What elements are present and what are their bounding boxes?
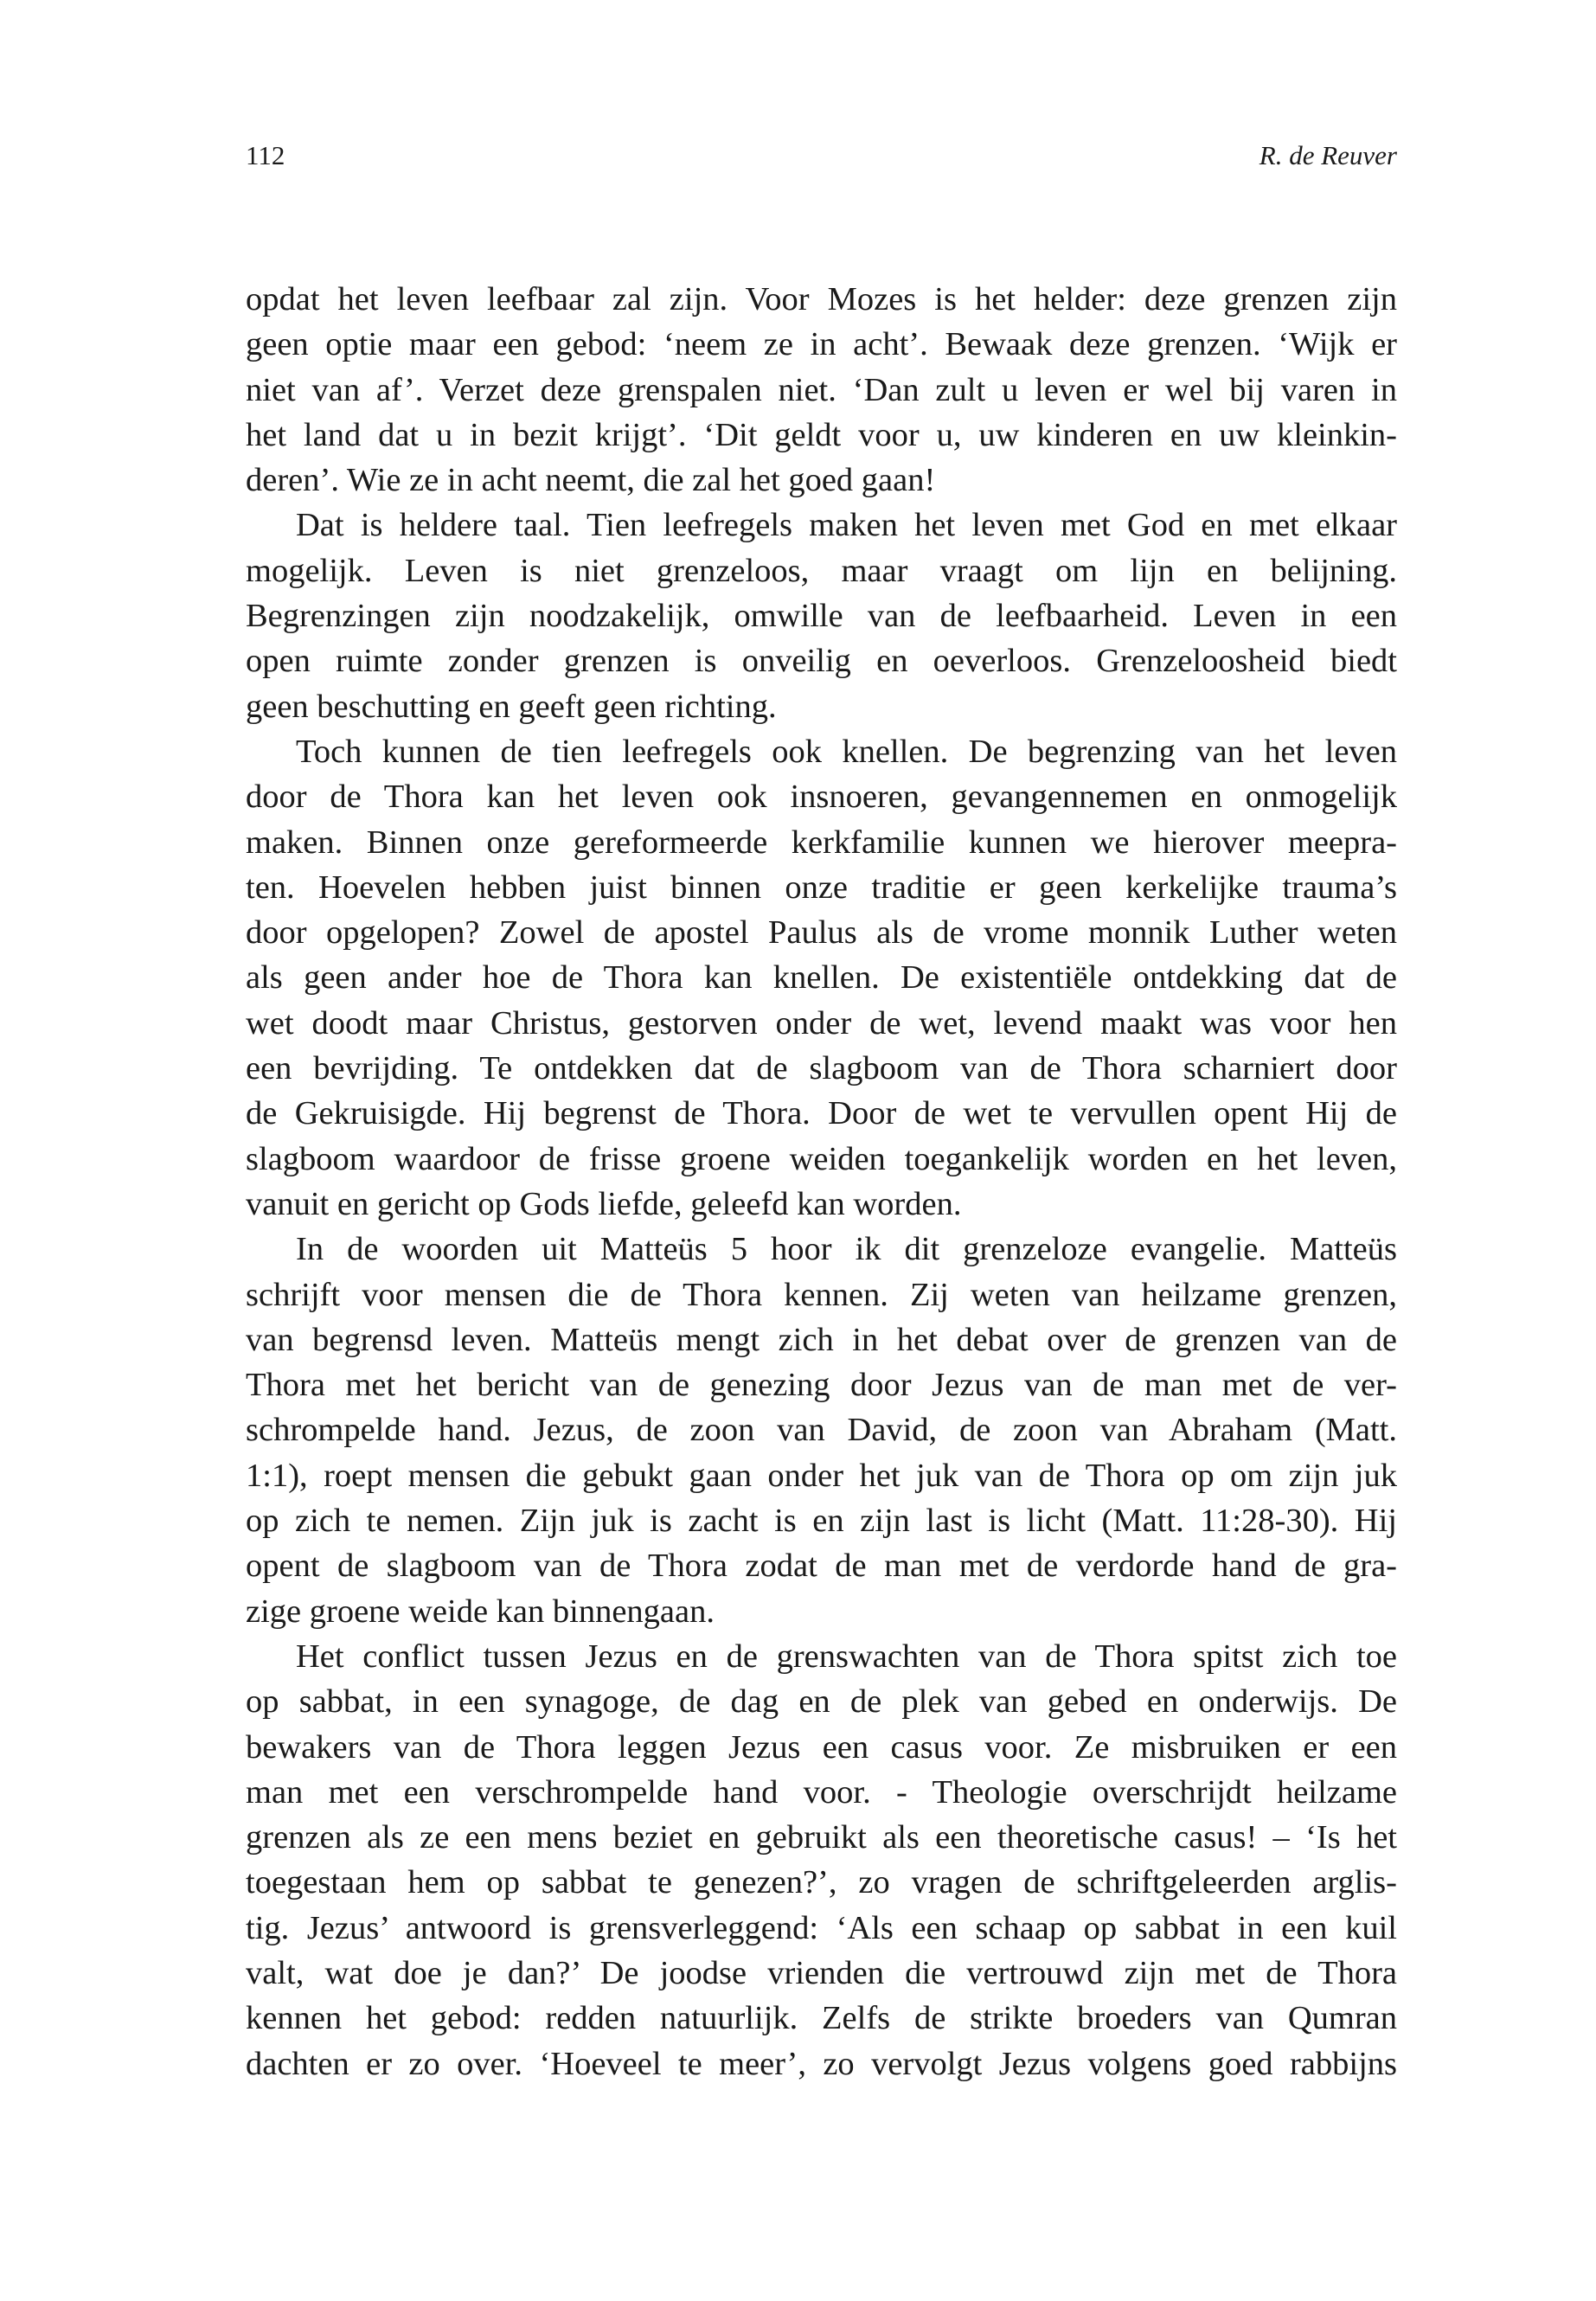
- text-line: In de woorden uit Matteüs 5 hoor ik dit grenzeloze evangelie. Matteüs: [296, 1231, 1397, 1268]
- text-line: open ruimte zonder grenzen is onveilig en oeverloos. Grenzeloosheid biedt: [246, 643, 1397, 680]
- paragraph: [246, 729, 1397, 1227]
- text-line: mogelijk. Leven is niet grenzeloos, maar vraagt om lijn en belijning.: [246, 552, 1397, 589]
- text-line: maken. Binnen onze gereformeerde kerkfamilie kunnen we hierover meepra-: [246, 824, 1397, 861]
- text-line: van begrensd leven. Matteüs mengt zich in het debat over de grenzen van de: [246, 1321, 1397, 1358]
- text-line: Dat is heldere taal. Tien leefregels maken het leven met God en met elkaar: [296, 507, 1397, 544]
- text-line: als geen ander hoe de Thora kan knellen. De existentiële ontdekking dat de: [246, 959, 1397, 997]
- text-line: de Gekruisigde. Hij begrenst de Thora. Door de wet te vervullen opent Hij de: [246, 1095, 1397, 1132]
- text-line: geen beschutting en geeft geen richting.: [246, 688, 777, 725]
- text-line: kennen het gebod: redden natuurlijk. Zelfs de strikte broeders van Qumran: [246, 2000, 1397, 2037]
- text-line: bewakers van de Thora leggen Jezus een casus voor. Ze misbruiken er een: [246, 1728, 1397, 1766]
- text-line: Thora met het bericht van de genezing door Jezus van de man met de ver-: [246, 1367, 1397, 1404]
- text-line: door de Thora kan het leven ook insnoeren, gevangennemen en onmogelijk: [246, 779, 1397, 816]
- text-line: vanuit en gericht op Gods liefde, geleefd kan worden.: [246, 1185, 962, 1222]
- text-line: ten. Hoevelen hebben juist binnen onze traditie er geen kerkelijke trauma’s: [246, 868, 1397, 906]
- text-line: schrijft voor mensen die de Thora kennen. Zij weten van heilzame grenzen,: [246, 1276, 1397, 1313]
- text-line: door opgelopen? Zowel de apostel Paulus als de vrome monnik Luther weten: [246, 914, 1397, 952]
- text-line: zige groene weide kan binnengaan.: [246, 1593, 715, 1630]
- text-line: niet van af’. Verzet deze grenspalen niet. ‘Dan zult u leven er wel bij varen in: [246, 371, 1397, 408]
- text-line: opdat het leven leefbaar zal zijn. Voor Mozes is het helder: deze grenzen zijn: [246, 281, 1397, 317]
- running-head-author: R. de Reuver: [1259, 140, 1397, 170]
- page-number: 112: [246, 140, 285, 170]
- text-line: het land dat u in bezit krijgt’. ‘Dit geldt voor u, uw kinderen en uw kleinkin-: [246, 416, 1397, 453]
- body-text: [246, 277, 1397, 2086]
- text-line: schrompelde hand. Jezus, de zoon van David, de zoon van Abraham (Matt.: [246, 1412, 1397, 1449]
- text-line: een bevrijding. Te ontdekken dat de slagboom van de Thora scharniert door: [246, 1050, 1397, 1087]
- text-line: Begrenzingen zijn noodzakelijk, omwille van de leefbaarheid. Leven in een: [246, 598, 1397, 635]
- text-line: man met een verschrompelde hand voor. - Theologie overschrijdt heilzame: [246, 1773, 1397, 1811]
- text-line: op zich te nemen. Zijn juk is zacht is en zijn last is licht (Matt. 11:28-30). Hij: [246, 1503, 1397, 1540]
- text-line: Het conflict tussen Jezus en de grenswachten van de Thora spitst zich toe: [296, 1638, 1397, 1675]
- text-line: 1:1), roept mensen die gebukt gaan onder het juk van de Thora op om zijn juk: [246, 1457, 1397, 1494]
- text-line: toegestaan hem op sabbat te genezen?’, zo vragen de schriftgeleerden arglis-: [246, 1864, 1397, 1901]
- running-head: [246, 137, 1397, 175]
- text-line: valt, wat doe je dan?’ De joodse vrienden die vertrouwd zijn met de Thora: [246, 1954, 1397, 1991]
- text-line: Toch kunnen de tien leefregels ook knellen. De begrenzing van het leven: [296, 733, 1397, 770]
- text-line: deren’. Wie ze in acht neemt, die zal het goed gaan!: [246, 462, 936, 499]
- text-line: grenzen als ze een mens beziet en gebruikt als een theoretische casus! – ‘Is het: [246, 1819, 1397, 1856]
- text-line: tig. Jezus’ antwoord is grensverleggend: ‘Als een schaap op sabbat in een kuil: [246, 1909, 1397, 1946]
- text-line: dachten er zo over. ‘Hoeveel te meer’, zo vervolgt Jezus volgens goed rabbijns: [246, 2045, 1397, 2082]
- text-line: wet doodt maar Christus, gestorven onder de wet, levend maakt was voor hen: [246, 1004, 1397, 1042]
- text-line: geen optie maar een gebod: ‘neem ze in acht’. Bewaak deze grenzen. ‘Wijk er: [246, 326, 1397, 363]
- paragraph: [246, 1634, 1397, 2086]
- text-line: op sabbat, in een synagoge, de dag en de plek van gebed en onderwijs. De: [246, 1683, 1397, 1721]
- paragraph: [246, 1227, 1397, 1634]
- paragraph: [246, 277, 1397, 503]
- text-line: opent de slagboom van de Thora zodat de man met de verdorde hand de gra-: [246, 1548, 1397, 1585]
- text-line: slagboom waardoor de frisse groene weiden toegankelijk worden en het leven,: [246, 1140, 1397, 1177]
- paragraph: [246, 503, 1397, 728]
